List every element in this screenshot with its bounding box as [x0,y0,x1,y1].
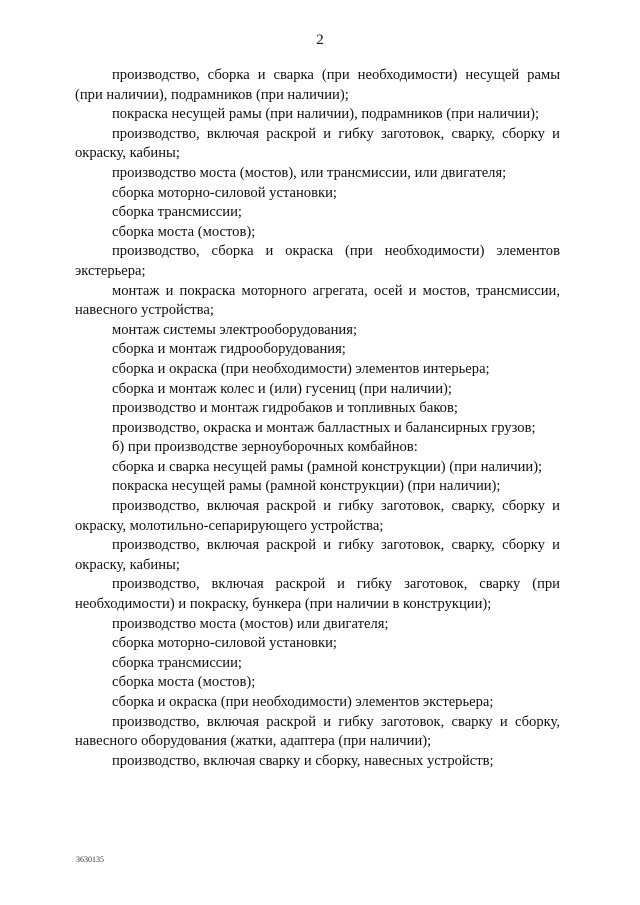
document-body [75,66,560,771]
paragraph: производство и монтаж гидробаков и топливных баков; [112,400,458,417]
paragraph: сборка и окраска (при необходимости) элементов экстерьера; [112,694,494,710]
paragraph: производство, включая раскрой и гибку заготовок, сварку (при необходимости) и покраску, бункера (при наличии в конструкции); [75,576,560,613]
paragraph: сборка трансмиссии; [112,654,242,671]
paragraph: производство моста (мостов) или двигателя; [112,615,389,632]
paragraph: производство, сборка и сварка (при необходимости) несущей рамы (при наличии), подрамников (при наличии); [75,67,560,103]
paragraph: производство моста (мостов), или трансмиссии, или двигателя; [112,164,507,181]
paragraph: производство, включая сварку и сборку, навесных устройств; [112,752,494,769]
paragraph: сборка моста (мостов); [112,674,256,691]
section-heading: б) при производстве зерноуборочных комбайнов: [112,439,418,456]
page-number: 2 [316,32,324,48]
paragraph: покраска несущей рамы (при наличии), подрамников (при наличии); [112,106,540,123]
paragraph: сборка и сварка несущей рамы (рамной конструкции) (при наличии); [112,458,543,475]
paragraph: производство, окраска и монтаж балластных и балансирных грузов; [112,419,536,436]
paragraph: покраска несущей рамы (рамной конструкции) (при наличии); [112,478,501,495]
paragraph: сборка моторно-силовой установки; [112,635,337,652]
paragraph: монтаж системы электрооборудования; [112,321,358,338]
paragraph: сборка и окраска (при необходимости) элементов интерьера; [112,360,490,377]
paragraph: производство, включая раскрой и гибку заготовок, сварку, сборку и окраску, кабины; [75,537,560,573]
paragraph: производство, сборка и окраска (при необходимости) элементов экстерьера; [75,243,560,279]
paragraph: производство, включая раскрой и гибку заготовок, сварку, сборку и окраску, кабины; [75,125,560,162]
document-code: 3630135 [76,855,104,864]
paragraph: производство, включая раскрой и гибку заготовок, сварку и сборку, навесного оборудования (жатки, адаптера (при наличии); [75,713,560,750]
paragraph: производство, включая раскрой и гибку заготовок, сварку, сборку и окраску, молотильно-сепарирующего устройства; [75,498,560,534]
paragraph: сборка моста (мостов); [112,223,256,240]
paragraph: сборка и монтаж гидрооборудования; [112,341,346,358]
paragraph: сборка трансмиссии; [112,204,242,221]
paragraph: монтаж и покраска моторного агрегата, осей и мостов, трансмиссии, навесного устройства; [75,282,560,319]
paragraph: сборка и монтаж колес и (или) гусениц (при наличии); [112,380,452,397]
paragraph: сборка моторно-силовой установки; [112,184,337,201]
